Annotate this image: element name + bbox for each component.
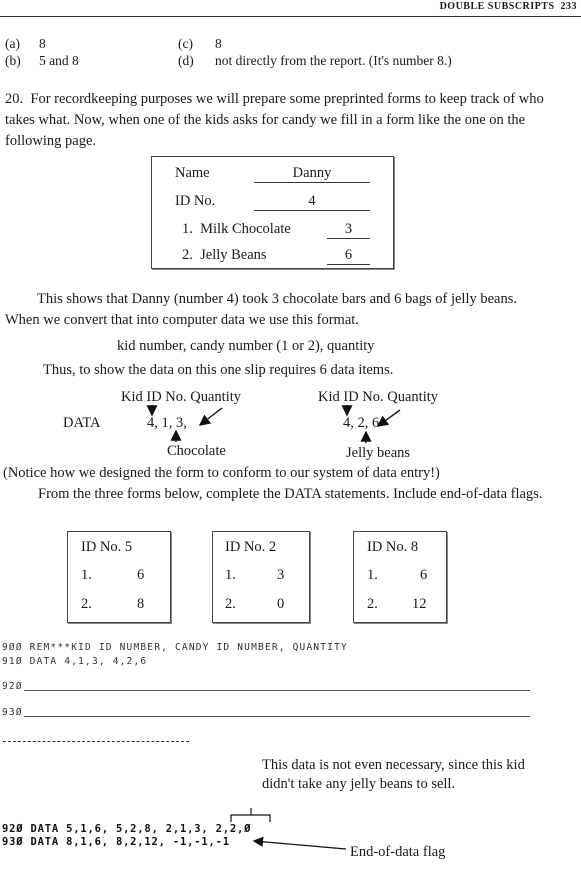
explanation-paragraph: This shows that Danny (number 4) took 3 chocolate bars and 6 bags of jelly beans. When we convert that into computer data we use this format. bbox=[5, 291, 518, 328]
diagram-right-caption: Jelly beans bbox=[346, 445, 411, 461]
eod-arrow bbox=[254, 841, 346, 849]
row-val: 6 bbox=[420, 567, 428, 583]
blank-line-920 bbox=[24, 690, 530, 691]
diagram-data-label: DATA bbox=[63, 415, 101, 431]
code-line-930-label: 93Ø bbox=[2, 707, 23, 718]
row-num: 1. bbox=[81, 567, 92, 583]
diagram-right-header: Kid ID No. Quantity bbox=[318, 389, 439, 405]
answer-value: 5 and 8 bbox=[39, 53, 79, 68]
answer-code-930: 93Ø DATA 8,1,6, 8,2,12, -1,-1,-1 bbox=[2, 836, 230, 848]
question-text: For recordkeeping purposes we will prepare some preprinted forms to keep track of who takes what. Now, when one of the kids asks for candy we fill in a form like the one on the following page. bbox=[5, 91, 544, 149]
form-id-8 bbox=[353, 531, 447, 623]
form-name-label: Name bbox=[175, 165, 210, 181]
notice-text: (Notice how we designed the form to conform to our system of data entry!) bbox=[3, 465, 440, 481]
row-val: 12 bbox=[412, 596, 427, 612]
row-num: 2. bbox=[81, 596, 92, 612]
form-item-1: 1. Milk Chocolate bbox=[182, 221, 291, 237]
form-id-label: ID No. bbox=[175, 193, 216, 209]
form-id-2 bbox=[212, 531, 310, 623]
sample-form bbox=[151, 156, 394, 269]
form-id: ID No. 8 bbox=[367, 539, 419, 555]
running-header bbox=[440, 1, 577, 12]
answer-a bbox=[5, 36, 46, 52]
instruction-text: From the three forms below, complete the DATA statements. Include end-of-data flags. bbox=[38, 486, 543, 502]
row-val: 6 bbox=[137, 567, 145, 583]
answer-key: (d) bbox=[178, 53, 194, 68]
form-name-value: Danny bbox=[254, 165, 370, 183]
answer-code-920: 92Ø DATA 5,1,6, 5,2,8, 2,1,3, 2,2,Ø bbox=[2, 823, 252, 835]
answer-d bbox=[178, 53, 452, 69]
header-title: DOUBLE SUBSCRIPTS bbox=[439, 1, 555, 12]
diagram-right-data: 4, 2, 6 bbox=[343, 415, 380, 431]
answer-key: (a) bbox=[5, 36, 20, 51]
row-val: 8 bbox=[137, 596, 145, 612]
page-number: 233 bbox=[560, 1, 577, 12]
row-num: 1. bbox=[225, 567, 236, 583]
form-id: ID No. 2 bbox=[225, 539, 277, 555]
diagram-left-header: Kid ID No. Quantity bbox=[121, 389, 242, 405]
code-line-920-label: 92Ø bbox=[2, 681, 23, 692]
arrow-left-qty bbox=[200, 408, 222, 425]
form-item-2: 2. Jelly Beans bbox=[182, 247, 267, 263]
answer-note: This data is not even necessary, since this kid didn't take any jelly beans to sell. bbox=[262, 757, 525, 792]
bracket bbox=[231, 815, 270, 822]
thus-line: Thus, to show the data on this one slip requires 6 data items. bbox=[43, 362, 394, 378]
answer-c bbox=[178, 36, 222, 52]
row-num: 2. bbox=[225, 596, 236, 612]
diagram-arrows bbox=[0, 380, 581, 460]
row-num: 2. bbox=[367, 596, 378, 612]
answer-value: not directly from the report. (It's number 8.) bbox=[215, 53, 452, 68]
answer-b bbox=[5, 53, 79, 69]
header-rule bbox=[0, 16, 581, 17]
blank-line-930 bbox=[24, 716, 530, 717]
question-20 bbox=[5, 89, 545, 152]
row-val: 0 bbox=[277, 596, 285, 612]
answer-value: 8 bbox=[215, 36, 222, 51]
answer-key: (c) bbox=[178, 36, 193, 51]
form-item-1-qty: 3 bbox=[327, 221, 370, 239]
form-id-5 bbox=[67, 531, 171, 623]
question-number: 20. bbox=[5, 91, 24, 107]
code-line-910: 91Ø DATA 4,1,3, 4,2,6 bbox=[2, 656, 148, 667]
form-item-2-qty: 6 bbox=[327, 247, 370, 265]
form-id: ID No. 5 bbox=[81, 539, 133, 555]
answer-separator bbox=[3, 741, 189, 742]
answer-key: (b) bbox=[5, 53, 21, 68]
arrow-right-qty bbox=[378, 410, 400, 426]
form-id-value: 4 bbox=[254, 193, 370, 211]
code-line-900: 9ØØ REM***KID ID NUMBER, CANDY ID NUMBER, QUANTITY bbox=[2, 642, 348, 653]
diagram-left-data: 4, 1, 3, bbox=[147, 415, 187, 431]
row-num: 1. bbox=[367, 567, 378, 583]
answer-value: 8 bbox=[39, 36, 46, 51]
row-val: 3 bbox=[277, 567, 285, 583]
data-format: kid number, candy number (1 or 2), quantity bbox=[117, 338, 375, 354]
eod-label: End-of-data flag bbox=[350, 844, 446, 860]
diagram-left-caption: Chocolate bbox=[167, 443, 226, 459]
